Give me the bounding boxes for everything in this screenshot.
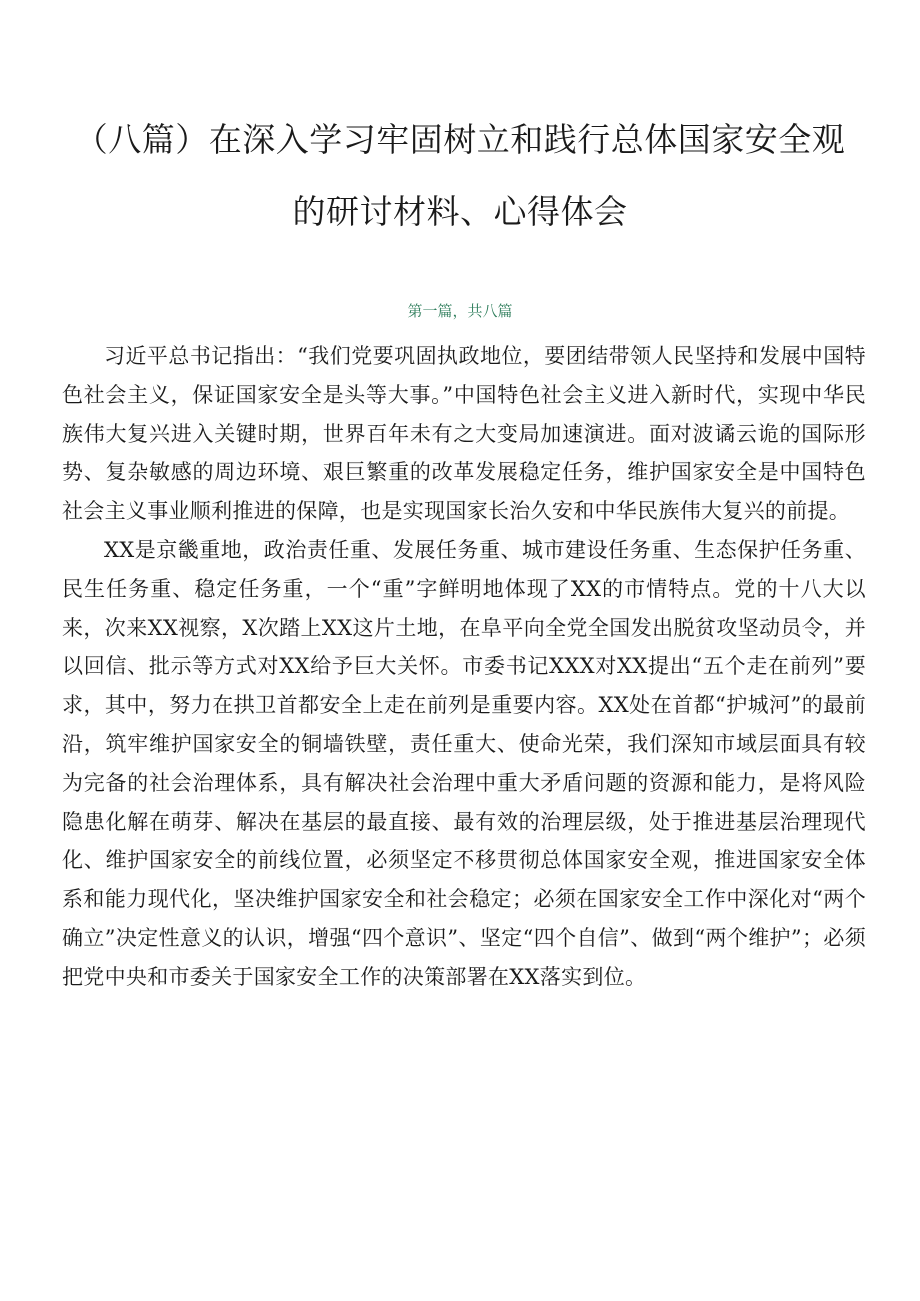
document-title: （八篇）在深入学习牢固树立和践行总体国家安全观的研讨材料、心得体会 — [74, 120, 846, 231]
body-paragraph-2: XX是京畿重地，政治责任重、发展任务重、城市建设任务重、生态保护任务重、民生任务重、稳定任务重，一个“重”字鲜明地体现了XX的市情特点。党的十八大以来，次来XX视察，X次踏上XX这片土地，在阜平向全党全国发出脱贫攻坚动员令，并以回信、批示等方式对XX给予巨大关怀。市委书记XXX对XX提出“五个走在前列”要求，其中，努力在拱卫首都安全上走在前列是重要内容。XX处在首都“护城河”的最前沿，筑牢维护国家安全的铜墙铁壁，责任重大、使命光荣，我们深知市域层面具有较为完备的社会治理体系，具有解决社会治理中重大矛盾问题的资源和能力，是将风险隐患化解在萌芽、解决在基层的最直接、最有效的治理层级，处于推进基层治理现代化、维护国家安全的前线位置，必须坚定不移贯彻总体国家安全观，推进国家安全体系和能力现代化，坚决维护国家安全和社会稳定；必须在国家安全工作中深化对“两个确立”决定性意义的认识，增强“四个意识”、坚定“四个自信”、做到“两个维护”；必须把党中央和市委关于国家安全工作的决策部署在XX落实到位。 — [62, 537, 866, 989]
body-paragraph-1: 习近平总书记指出：“我们党要巩固执政地位，要团结带领人民坚持和发展中国特色社会主义，保证国家安全是头等大事。”中国特色社会主义进入新时代，实现中华民族伟大复兴进入关键时期，世界百年未有之大变局加速演进。面对波谲云诡的国际形势、复杂敏感的周边环境、艰巨繁重的改革发展稳定任务，维护国家安全是中国特色社会主义事业顺利推进的保障，也是实现国家长治久安和中华民族伟大复兴的前提。 — [62, 344, 866, 524]
document-subtitle: 第一篇，共八篇 — [407, 302, 513, 320]
document-body — [62, 337, 866, 997]
